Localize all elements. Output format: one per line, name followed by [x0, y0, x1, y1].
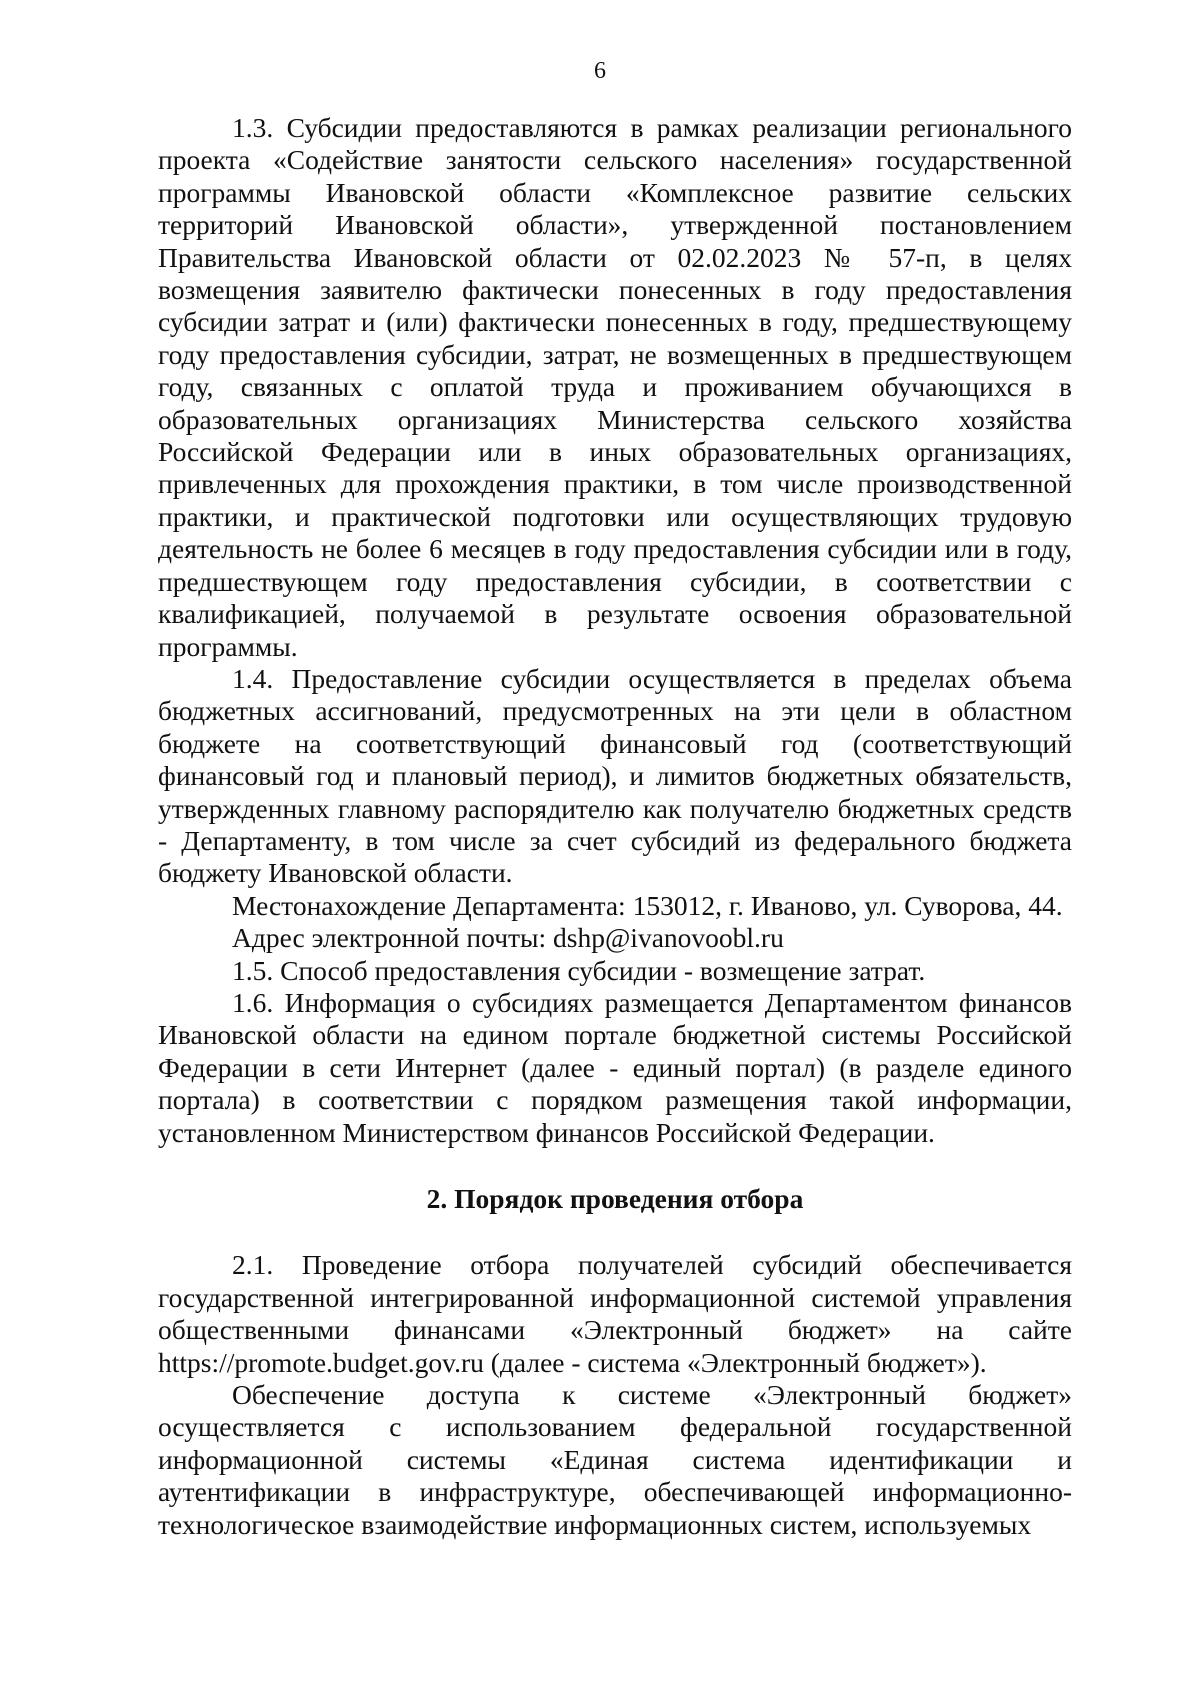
paragraph-department-location: Местонахождение Департамента: 153012, г. Иваново, ул. Суворова, 44.	[232, 889, 1063, 921]
paragraph-1-5: 1.5. Способ предоставления субсидии - возмещение затрат.	[232, 954, 926, 986]
paragraph-1-4: 1.4. Предоставление субсидии осуществляется в пределах объема бюджетных ассигнований, предусмотренных на эти цели в областном бюджете на соответствующий финансовый год (соответствующий финансовый год и плановый период), и лимитов бюджетных обязательств, утвержденных главному распорядителю как получателю бюджетных средств - Департаменту, в том числе за счет субсидий из федерального бюджета бюджету Ивановской области.	[158, 662, 1072, 889]
paragraph-1-6: 1.6. Информация о субсидиях размещается Департаментом финансов Ивановской области на едином портале бюджетной системы Российской Федерации в сети Интернет (далее - единый портал) (в разделе единого портала) в соответствии с порядком размещения такой информации, установленном Министерством финансов Российской Федерации.	[158, 986, 1072, 1148]
page-number: 6	[594, 58, 606, 84]
paragraph-2-1: 2.1. Проведение отбора получателей субсидий обеспечивается государственной интегрированной информационной системой управления общественными финансами «Электронный бюджет» на сайте https://promote.budget.gov.ru (далее - система «Электронный бюджет»).	[158, 1249, 1072, 1378]
section-heading: 2. Порядок проведения отбора	[426, 1183, 804, 1214]
paragraph-email-address: Адрес электронной почты: dshp@ivanovoobl.ru	[232, 922, 784, 954]
paragraph-1-3: 1.3. Субсидии предоставляются в рамках реализации регионального проекта «Содействие занятости сельского населения» государственной программы Ивановской области «Комплексное развитие сельских территорий Ивановской области», утвержденной постановлением Правительства Ивановской области от 02.02.2023 № 57-п, в целях возмещения заявителю фактически понесенных в году предоставления субсидии затрат и (или) фактически понесенных в году, предшествующему году предоставления субсидии, затрат, не возмещенных в предшествующем году, связанных с оплатой труда и проживанием обучающихся в образовательных организациях Министерства сельского хозяйства Российской Федерации или в иных образовательных организациях, привлеченных для прохождения практики, в том числе производственной практики, и практической подготовки или осуществляющих трудовую деятельность не более 6 месяцев в году предоставления субсидии или в году, предшествующем году предоставления субсидии, в соответствии с квалификацией, получаемой в результате освоения образовательной программы.	[158, 112, 1072, 662]
paragraph-system-access: Обеспечение доступа к системе «Электронный бюджет» осуществляется с использованием федеральной государственной информационной системы «Единая система идентификации и аутентификации в инфраструктуре, обеспечивающей информационно-технологическое взаимодействие информационных систем, используемых	[158, 1379, 1072, 1540]
document-body	[158, 112, 1072, 1541]
